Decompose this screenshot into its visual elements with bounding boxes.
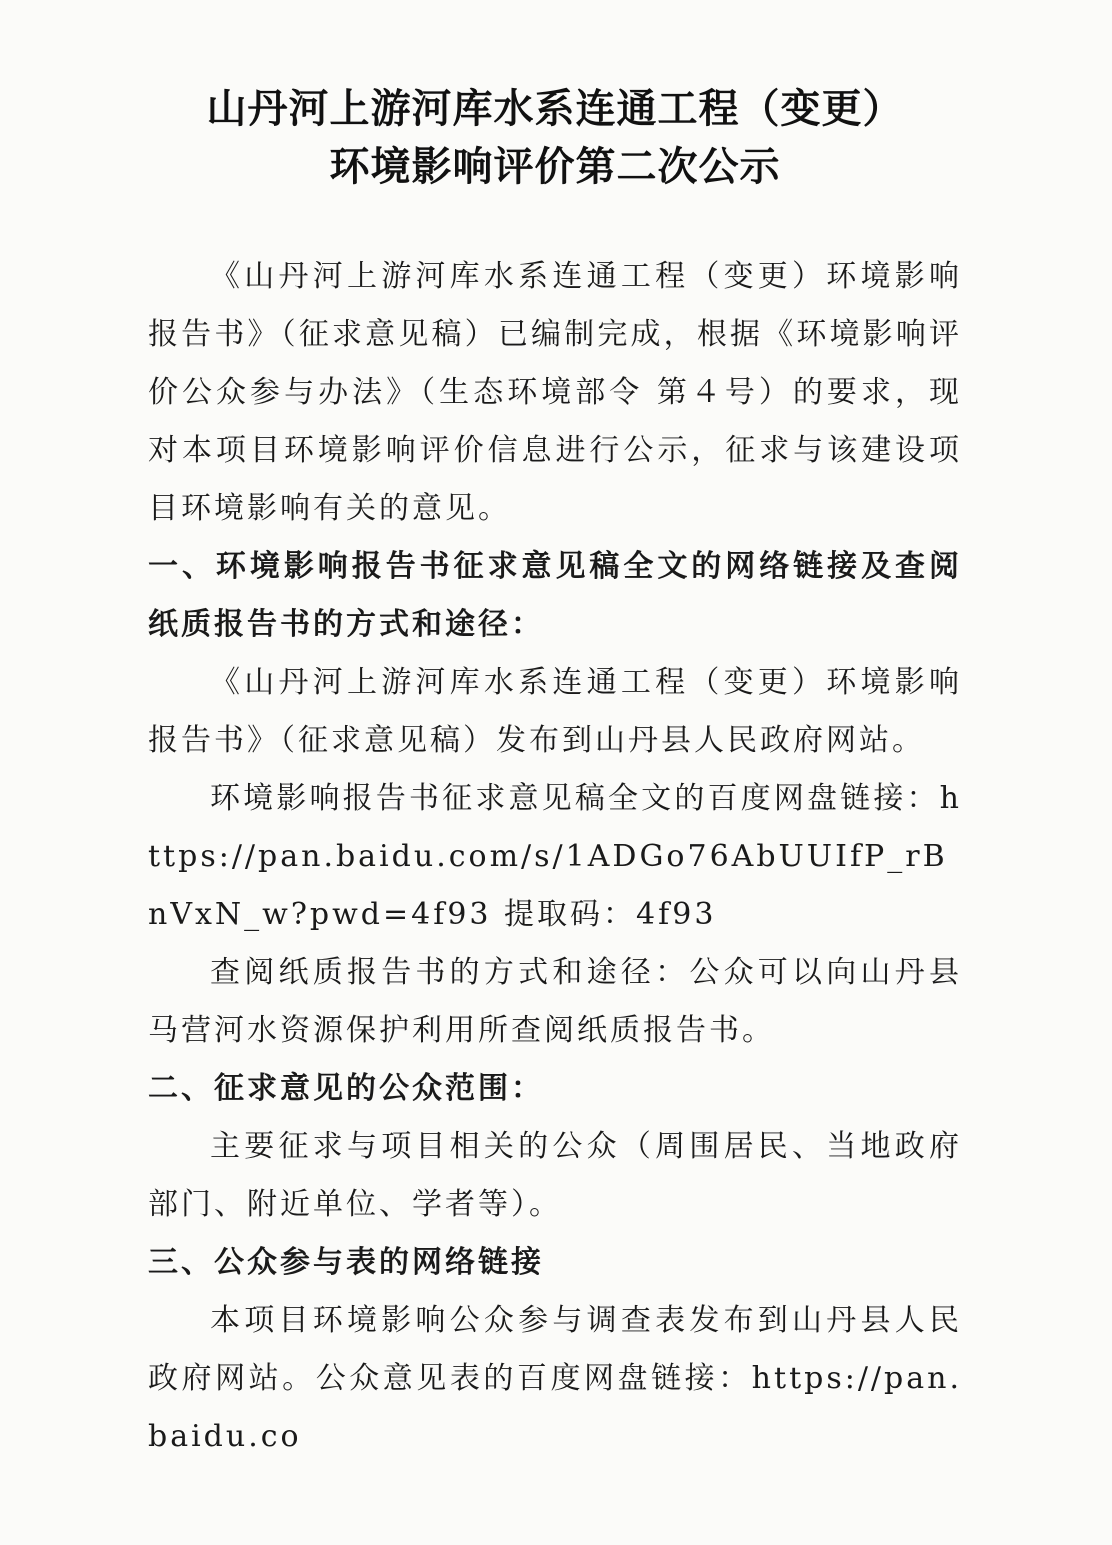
document-title-line2: 环境影响评价第二次公示 [329,144,781,190]
section3-paragraph-1: 本项目环境影响公众参与调查表发布到山丹县人民政府网站。公众意见表的百度网盘链接：https://pan.baidu.co [148,1303,962,1454]
section1-paragraph-1: 《山丹河上游河库水系连通工程（变更）环境影响报告书》（征求意见稿）发布到山丹县人民政府网站。 [148,665,962,758]
document-title-line1: 山丹河上游河库水系连通工程（变更） [206,86,904,132]
section3-heading: 三、公众参与表的网络链接 [148,1245,544,1280]
section2-heading: 二、征求意见的公众范围： [148,1071,544,1106]
section1-paragraph-3: 查阅纸质报告书的方式和途径：公众可以向山丹县马营河水资源保护利用所查阅纸质报告书。 [148,955,962,1048]
document-body [148,248,962,1466]
section1-paragraph-2: 环境影响报告书征求意见稿全文的百度网盘链接：https://pan.baidu.com/s/1ADGo76AbUUIfP_rBnVxN_w?pwd=4f93 提取码：4f93 [148,781,962,932]
title-block [148,80,962,196]
intro-paragraph: 《山丹河上游河库水系连通工程（变更）环境影响报告书》（征求意见稿）已编制完成，根据《环境影响评价公众参与办法》（生态环境部令 第４号）的要求，现对本项目环境影响评价信息进行公示，征求与该建设项目环境影响有关的意见。 [148,259,962,526]
section1-heading: 一、环境影响报告书征求意见稿全文的网络链接及查阅纸质报告书的方式和途径： [148,549,962,642]
section2-paragraph-1: 主要征求与项目相关的公众（周围居民、当地政府部门、附近单位、学者等）。 [148,1129,962,1222]
